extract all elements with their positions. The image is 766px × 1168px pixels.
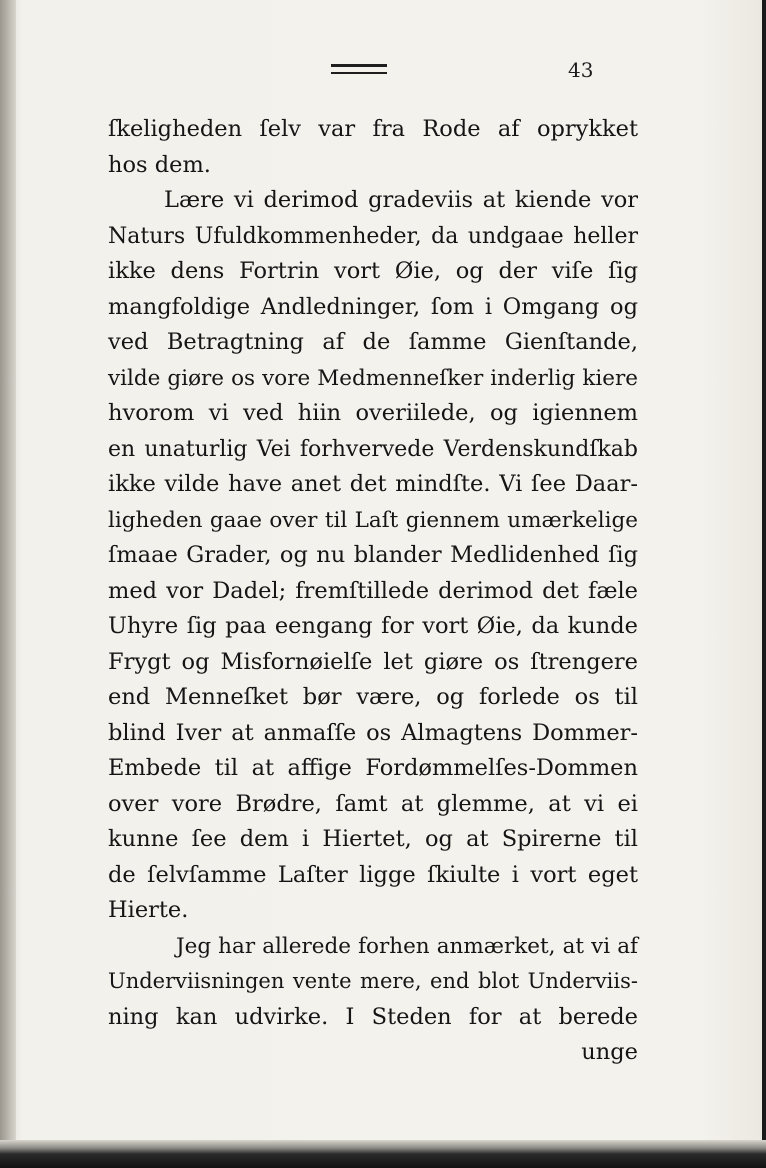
header-rule <box>331 64 387 74</box>
text-line: ning kan udvirke. I Steden for at berede <box>108 1003 638 1030</box>
text-line: ſkeligheden ſelv var fra Rode af oprykket <box>108 116 638 142</box>
text-line: mangfoldige Andledninger, ſom i Omgang og <box>108 293 638 320</box>
text-line: Jeg har allerede forhen anmærket, at vi af <box>176 933 638 959</box>
text-line: hvorom vi ved hiin overiilede, og igiennem <box>108 400 638 426</box>
text-line: ligheden gaae over til Laſt giennem umærkelige <box>108 507 638 533</box>
page-bottom-edge <box>0 1140 766 1168</box>
text-line: med vor Dadel; fremſtillede derimod det fæle <box>108 577 638 604</box>
text-line: de ſelvſamme Laſter ligge ſkiulte i vort eget <box>108 861 638 888</box>
text-line: hos dem. <box>108 151 211 178</box>
text-line: blind Iver at anmaſſe os Almagtens Dommer- <box>108 719 638 746</box>
page-gutter <box>0 0 16 1156</box>
text-line: kunne ſee dem i Hiertet, og at Spirerne til <box>108 826 638 852</box>
text-line: Underviisningen vente mere, end blot Underviis- <box>108 969 638 993</box>
text-line: Embede til at affige Fordømmelſes-Dommen <box>108 755 638 781</box>
text-line: ikke vilde have anet det mindſte. Vi ſee Daar- <box>108 471 638 497</box>
text-line: Uhyre ſig paa eengang for vort Øie, da kunde <box>108 613 638 639</box>
text-line: Lære vi derimod gradeviis at kiende vor <box>164 187 638 213</box>
text-line: Hierte. <box>108 897 189 923</box>
body-text <box>108 112 638 1071</box>
text-line: Naturs Ufuldkommenheder, da undgaae heller <box>108 223 638 249</box>
text-line: ikke dens Fortrin vort Øie, og der viſe ſig <box>108 258 638 284</box>
text-line: over vore Brødre, ſamt at glemme, at vi ei <box>108 790 638 817</box>
page-number: 43 <box>568 58 594 82</box>
catchword: unge <box>581 1039 638 1065</box>
text-line: ſmaae Grader, og nu blander Medlidenhed ſig <box>108 542 638 568</box>
text-line: end Menneſket bør være, og forlede os til <box>108 684 638 710</box>
text-line: vilde giøre os vore Medmenneſker inderlig kiere <box>108 365 638 391</box>
text-line: ved Betragtning af de ſamme Gienſtande, <box>108 329 638 355</box>
text-line: en unaturlig Vei forhvervede Verdenskundſkab <box>108 436 638 462</box>
text-line: Frygt og Misfornøielſe let giøre os ſtrengere <box>108 648 638 675</box>
